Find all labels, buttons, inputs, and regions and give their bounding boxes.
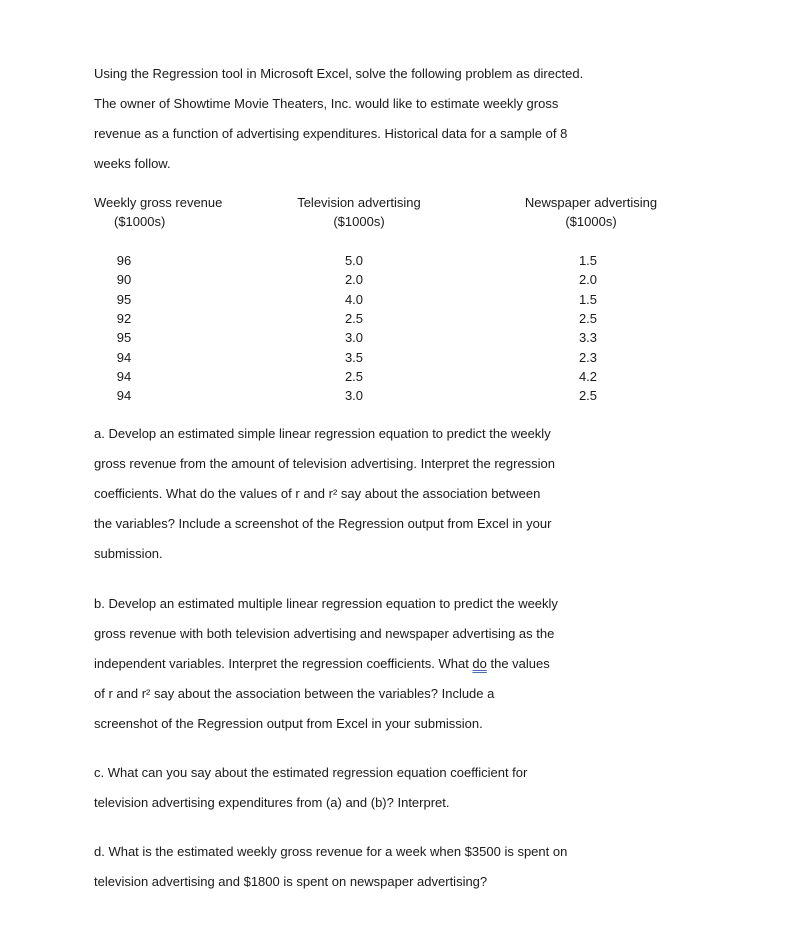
cell-revenue: 94 (116, 369, 132, 384)
cell-revenue: 92 (116, 311, 132, 326)
question-d-line-1: d. What is the estimated weekly gross revenue for a week when $3500 is spent on (94, 844, 568, 859)
question-c-line-2: television advertising expenditures from (a) and (b)? Interpret. (94, 795, 450, 810)
question-a-line-3: coefficients. What do the values of r and r² say about the association between (94, 486, 541, 501)
header-tv-title: Television advertising (297, 195, 421, 210)
question-a-line-5: submission. (94, 546, 163, 561)
cell-newspaper: 2.5 (578, 311, 598, 326)
question-a-line-2: gross revenue from the amount of television advertising. Interpret the regression (94, 456, 556, 471)
intro-line-1: Using the Regression tool in Microsoft Excel, solve the following problem as directed. (94, 66, 584, 81)
header-tv (292, 195, 426, 230)
cell-newspaper: 4.2 (578, 369, 598, 384)
question-b-line-3-start: independent variables. Interpret the regression coefficients. What (94, 656, 473, 671)
cell-tv: 2.0 (344, 272, 364, 287)
question-b-line-3 (94, 656, 550, 672)
cell-newspaper: 2.5 (578, 388, 598, 403)
cell-tv: 3.0 (344, 388, 364, 403)
question-a-line-1: a. Develop an estimated simple linear regression equation to predict the weekly (94, 426, 551, 441)
question-b-line-4: of r and r² say about the association between the variables? Include a (94, 686, 495, 701)
header-tv-unit: ($1000s) (333, 214, 385, 229)
cell-revenue: 90 (116, 272, 132, 287)
cell-tv: 3.5 (344, 350, 364, 365)
header-newspaper-title: Newspaper advertising (524, 195, 658, 210)
cell-newspaper: 2.0 (578, 272, 598, 287)
header-revenue-title: Weekly gross revenue (94, 195, 223, 210)
cell-newspaper: 1.5 (578, 253, 598, 268)
cell-revenue: 95 (116, 292, 132, 307)
cell-tv: 5.0 (344, 253, 364, 268)
intro-line-2: The owner of Showtime Movie Theaters, Inc. would like to estimate weekly gross (94, 96, 559, 111)
cell-newspaper: 1.5 (578, 292, 598, 307)
header-newspaper (520, 195, 662, 230)
cell-tv: 2.5 (344, 311, 364, 326)
cell-tv: 4.0 (344, 292, 364, 307)
cell-revenue: 96 (116, 253, 132, 268)
cell-revenue: 95 (116, 330, 132, 345)
grammar-flagged-word[interactable]: do (472, 656, 487, 671)
header-revenue-unit: ($1000s) (114, 214, 166, 229)
header-newspaper-unit: ($1000s) (565, 214, 617, 229)
question-b-line-5: screenshot of the Regression output from Excel in your submission. (94, 716, 483, 731)
cell-newspaper: 3.3 (578, 330, 598, 345)
cell-tv: 2.5 (344, 369, 364, 384)
cell-newspaper: 2.3 (578, 350, 598, 365)
cell-revenue: 94 (116, 350, 132, 365)
question-c-line-1: c. What can you say about the estimated regression equation coefficient for (94, 765, 528, 780)
question-b-line-1: b. Develop an estimated multiple linear regression equation to predict the weekly (94, 596, 558, 611)
question-d-line-2: television advertising and $1800 is spent on newspaper advertising? (94, 874, 488, 889)
question-a-line-4: the variables? Include a screenshot of the Regression output from Excel in your (94, 516, 552, 531)
cell-tv: 3.0 (344, 330, 364, 345)
intro-line-3: revenue as a function of advertising expenditures. Historical data for a sample of 8 (94, 126, 568, 141)
question-b-line-2: gross revenue with both television advertising and newspaper advertising as the (94, 626, 555, 641)
question-b-line-3-end: the values (486, 656, 550, 671)
intro-line-4: weeks follow. (94, 156, 171, 171)
header-revenue (94, 195, 226, 230)
cell-revenue: 94 (116, 388, 132, 403)
